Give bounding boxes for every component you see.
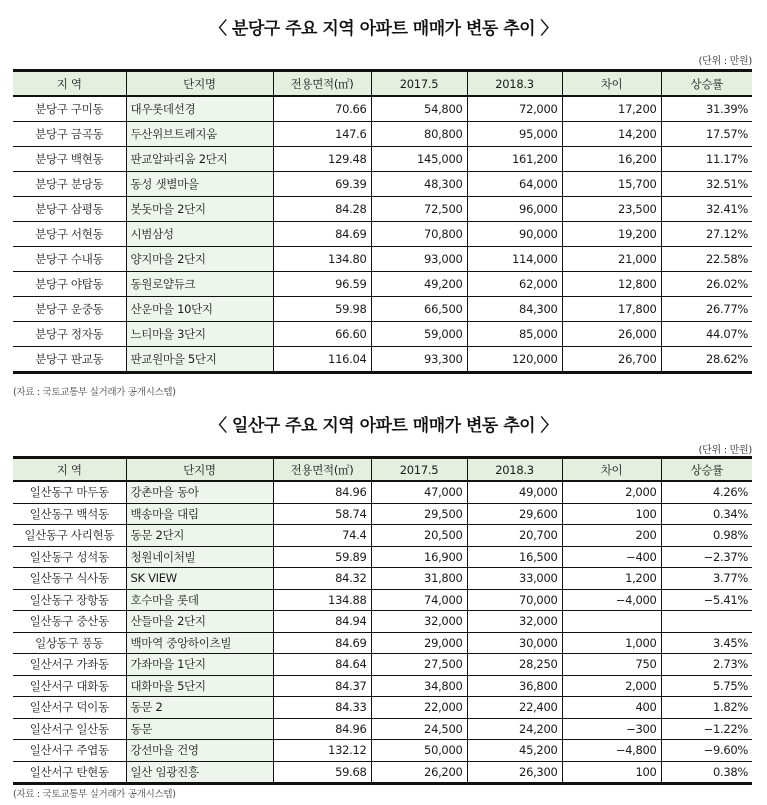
cell-price-2018-3: 96,000 xyxy=(467,197,562,222)
cell-price-2018-3: 32,000 xyxy=(467,611,562,633)
cell-complex: 청원네이처빌 xyxy=(126,546,273,568)
cell-price-2017-5: 29,000 xyxy=(371,632,467,654)
cell-area: 84.69 xyxy=(273,632,371,654)
cell-region: 분당구 삼평동 xyxy=(13,197,126,222)
cell-diff: 17,200 xyxy=(562,96,661,122)
cell-area: 84.96 xyxy=(273,718,371,740)
table-row xyxy=(13,222,752,247)
cell-area: 129.48 xyxy=(273,147,371,172)
cell-diff: 23,500 xyxy=(562,197,661,222)
cell-price-2017-5: 66,500 xyxy=(371,297,467,322)
cell-price-2017-5: 80,800 xyxy=(371,122,467,147)
cell-region: 일산동구 중산동 xyxy=(13,611,126,633)
cell-region: 분당구 분당동 xyxy=(13,172,126,197)
cell-region: 일산서구 주엽동 xyxy=(13,740,126,762)
cell-price-2018-3: 22,400 xyxy=(467,697,562,719)
cell-region: 분당구 야탑동 xyxy=(13,272,126,297)
cell-area: 84.94 xyxy=(273,611,371,633)
table-row xyxy=(13,347,752,373)
cell-price-2017-5: 29,500 xyxy=(371,503,467,525)
cell-region: 분당구 정자동 xyxy=(13,322,126,347)
table-row xyxy=(13,697,752,719)
cell-area: 74.4 xyxy=(273,525,371,547)
cell-complex: 일산 임광진흥 xyxy=(126,761,273,784)
cell-price-2017-5: 31,800 xyxy=(371,568,467,590)
cell-price-2017-5: 72,500 xyxy=(371,197,467,222)
cell-price-2017-5: 70,800 xyxy=(371,222,467,247)
cell-area: 134.88 xyxy=(273,589,371,611)
table-row xyxy=(13,247,752,272)
cell-price-2018-3: 62,000 xyxy=(467,272,562,297)
cell-region: 일산동구 성석동 xyxy=(13,546,126,568)
cell-price-2017-5: 47,000 xyxy=(371,481,467,503)
table-row xyxy=(13,481,752,503)
cell-price-2017-5: 22,000 xyxy=(371,697,467,719)
cell-rate: 11.17% xyxy=(661,147,752,172)
cell-area: 116.04 xyxy=(273,347,371,373)
cell-price-2018-3: 28,250 xyxy=(467,654,562,676)
cell-rate: 5.75% xyxy=(661,675,752,697)
table-row xyxy=(13,761,752,784)
header-2018-3: 2018.3 xyxy=(467,458,562,482)
cell-diff: −400 xyxy=(562,546,661,568)
table-row xyxy=(13,589,752,611)
cell-diff: 26,000 xyxy=(562,322,661,347)
cell-diff: 100 xyxy=(562,503,661,525)
ilsan-table-title: 〈 일산구 주요 지역 아파트 매매가 변동 추이 〉 xyxy=(209,416,558,436)
cell-price-2017-5: 74,000 xyxy=(371,589,467,611)
cell-diff: 2,000 xyxy=(562,675,661,697)
cell-area: 84.96 xyxy=(273,481,371,503)
cell-complex: 가좌마을 1단지 xyxy=(126,654,273,676)
cell-price-2018-3: 26,300 xyxy=(467,761,562,784)
cell-rate: 17.57% xyxy=(661,122,752,147)
table-row xyxy=(13,147,752,172)
cell-rate: 27.12% xyxy=(661,222,752,247)
header-2018-3: 2018.3 xyxy=(467,71,562,97)
cell-price-2017-5: 16,900 xyxy=(371,546,467,568)
cell-region: 분당구 백현동 xyxy=(13,147,126,172)
cell-diff: 15,700 xyxy=(562,172,661,197)
cell-region: 일산동구 식사동 xyxy=(13,568,126,590)
cell-price-2018-3: 95,000 xyxy=(467,122,562,147)
cell-area: 58.74 xyxy=(273,503,371,525)
cell-complex: 두산위브트레지움 xyxy=(126,122,273,147)
cell-price-2017-5: 48,300 xyxy=(371,172,467,197)
cell-price-2018-3: 36,800 xyxy=(467,675,562,697)
header-area: 전용면적(㎡) xyxy=(273,458,371,482)
bundang-table-body xyxy=(13,96,752,373)
cell-area: 84.64 xyxy=(273,654,371,676)
cell-area: 66.60 xyxy=(273,322,371,347)
cell-area: 84.33 xyxy=(273,697,371,719)
cell-complex: 시범삼성 xyxy=(126,222,273,247)
header-rate: 상승률 xyxy=(661,71,752,97)
cell-complex: 대우롯데선경 xyxy=(126,96,273,122)
table-row xyxy=(13,525,752,547)
cell-area: 132.12 xyxy=(273,740,371,762)
table-row xyxy=(13,718,752,740)
cell-complex: 판교알파리움 2단지 xyxy=(126,147,273,172)
cell-complex: 판교원마을 5단지 xyxy=(126,347,273,373)
cell-rate: 1.82% xyxy=(661,697,752,719)
cell-price-2017-5: 59,000 xyxy=(371,322,467,347)
cell-diff: 2,000 xyxy=(562,481,661,503)
cell-price-2018-3: 120,000 xyxy=(467,347,562,373)
cell-rate: −9.60% xyxy=(661,740,752,762)
cell-rate xyxy=(661,611,752,633)
cell-diff: 19,200 xyxy=(562,222,661,247)
ilsan-table-body xyxy=(13,481,752,784)
header-region: 지 역 xyxy=(13,71,126,97)
cell-area: 134.80 xyxy=(273,247,371,272)
cell-complex: 강촌마을 동아 xyxy=(126,481,273,503)
cell-complex: 산들마을 2단지 xyxy=(126,611,273,633)
cell-rate: 26.02% xyxy=(661,272,752,297)
cell-rate: −2.37% xyxy=(661,546,752,568)
cell-price-2018-3: 16,500 xyxy=(467,546,562,568)
cell-price-2018-3: 33,000 xyxy=(467,568,562,590)
cell-rate: 22.58% xyxy=(661,247,752,272)
cell-rate: 44.07% xyxy=(661,322,752,347)
table-row xyxy=(13,568,752,590)
cell-rate: 0.38% xyxy=(661,761,752,784)
table-header-row xyxy=(13,71,752,97)
table-row xyxy=(13,675,752,697)
cell-diff: 17,800 xyxy=(562,297,661,322)
header-rate: 상승률 xyxy=(661,458,752,482)
cell-price-2017-5: 32,000 xyxy=(371,611,467,633)
cell-region: 일산서구 탄현동 xyxy=(13,761,126,784)
header-region: 지 역 xyxy=(13,458,126,482)
header-diff: 차이 xyxy=(562,458,661,482)
cell-region: 분당구 판교동 xyxy=(13,347,126,373)
header-2017-5: 2017.5 xyxy=(371,458,467,482)
cell-area: 59.89 xyxy=(273,546,371,568)
cell-diff: 100 xyxy=(562,761,661,784)
table-row xyxy=(13,322,752,347)
cell-diff: 12,800 xyxy=(562,272,661,297)
cell-price-2018-3: 114,000 xyxy=(467,247,562,272)
cell-diff: 1,200 xyxy=(562,568,661,590)
cell-area: 147.6 xyxy=(273,122,371,147)
cell-diff: 16,200 xyxy=(562,147,661,172)
ilsan-unit-label: (단위 : 만원) xyxy=(698,445,752,456)
table-header-row xyxy=(13,458,752,482)
cell-area: 70.66 xyxy=(273,96,371,122)
cell-price-2018-3: 64,000 xyxy=(467,172,562,197)
cell-area: 69.39 xyxy=(273,172,371,197)
cell-price-2018-3: 70,000 xyxy=(467,589,562,611)
cell-region: 일산서구 덕이동 xyxy=(13,697,126,719)
cell-complex: 동성 샛별마을 xyxy=(126,172,273,197)
cell-area: 84.37 xyxy=(273,675,371,697)
cell-region: 분당구 운중동 xyxy=(13,297,126,322)
cell-region: 일산서구 가좌동 xyxy=(13,654,126,676)
cell-area: 84.69 xyxy=(273,222,371,247)
cell-complex: 동문 2 xyxy=(126,697,273,719)
cell-price-2018-3: 72,000 xyxy=(467,96,562,122)
cell-diff xyxy=(562,611,661,633)
cell-complex: 백송마을 대림 xyxy=(126,503,273,525)
cell-complex: 백마역 중앙하이츠빌 xyxy=(126,632,273,654)
cell-complex: 산운마을 10단지 xyxy=(126,297,273,322)
cell-rate: 4.26% xyxy=(661,481,752,503)
cell-price-2018-3: 24,200 xyxy=(467,718,562,740)
cell-price-2018-3: 49,000 xyxy=(467,481,562,503)
cell-price-2017-5: 145,000 xyxy=(371,147,467,172)
cell-rate: 31.39% xyxy=(661,96,752,122)
header-diff: 차이 xyxy=(562,71,661,97)
table-row xyxy=(13,740,752,762)
cell-region: 분당구 서현동 xyxy=(13,222,126,247)
cell-complex: 호수마을 롯데 xyxy=(126,589,273,611)
cell-region: 일산동구 백석동 xyxy=(13,503,126,525)
cell-area: 84.28 xyxy=(273,197,371,222)
cell-region: 분당구 금곡동 xyxy=(13,122,126,147)
cell-region: 분당구 수내동 xyxy=(13,247,126,272)
cell-price-2017-5: 27,500 xyxy=(371,654,467,676)
cell-price-2017-5: 93,300 xyxy=(371,347,467,373)
table-row xyxy=(13,611,752,633)
cell-rate: −1.22% xyxy=(661,718,752,740)
cell-complex: 봇돗마을 2단지 xyxy=(126,197,273,222)
table-row xyxy=(13,654,752,676)
cell-price-2017-5: 26,200 xyxy=(371,761,467,784)
bundang-source-note: (자료 : 국토교통부 실거래가 공개시스템) xyxy=(13,387,176,398)
ilsan-source-note: (자료 : 국토교통부 실거래가 공개시스템) xyxy=(13,789,176,800)
cell-complex: 양지마을 2단지 xyxy=(126,247,273,272)
table-row xyxy=(13,197,752,222)
cell-diff: 400 xyxy=(562,697,661,719)
table-row xyxy=(13,297,752,322)
cell-region: 일산동구 마두동 xyxy=(13,481,126,503)
table-row xyxy=(13,503,752,525)
cell-rate: 3.45% xyxy=(661,632,752,654)
ilsan-price-table xyxy=(13,456,752,785)
table-row xyxy=(13,632,752,654)
bundang-unit-label: (단위 : 만원) xyxy=(698,56,752,67)
table-row xyxy=(13,96,752,122)
cell-diff: 200 xyxy=(562,525,661,547)
cell-diff: −4,000 xyxy=(562,589,661,611)
cell-region: 일산서구 대화동 xyxy=(13,675,126,697)
cell-price-2017-5: 20,500 xyxy=(371,525,467,547)
cell-price-2017-5: 50,000 xyxy=(371,740,467,762)
cell-rate: 0.34% xyxy=(661,503,752,525)
cell-area: 59.98 xyxy=(273,297,371,322)
cell-price-2018-3: 84,300 xyxy=(467,297,562,322)
cell-region: 분당구 구미동 xyxy=(13,96,126,122)
cell-region: 일산동구 사리현동 xyxy=(13,525,126,547)
table-row xyxy=(13,272,752,297)
cell-region: 일산동구 장항동 xyxy=(13,589,126,611)
cell-price-2017-5: 49,200 xyxy=(371,272,467,297)
cell-rate: 26.77% xyxy=(661,297,752,322)
cell-area: 96.59 xyxy=(273,272,371,297)
cell-rate: 3.77% xyxy=(661,568,752,590)
cell-complex: 느티마을 3단지 xyxy=(126,322,273,347)
cell-rate: −5.41% xyxy=(661,589,752,611)
cell-price-2018-3: 29,600 xyxy=(467,503,562,525)
table-row xyxy=(13,172,752,197)
cell-price-2017-5: 93,000 xyxy=(371,247,467,272)
cell-complex: 동문 2단지 xyxy=(126,525,273,547)
cell-rate: 32.41% xyxy=(661,197,752,222)
cell-region: 일산서구 일산동 xyxy=(13,718,126,740)
cell-region: 일상동구 풍동 xyxy=(13,632,126,654)
cell-price-2017-5: 54,800 xyxy=(371,96,467,122)
header-complex: 단지명 xyxy=(126,71,273,97)
cell-complex: 동원로얄듀크 xyxy=(126,272,273,297)
cell-rate: 32.51% xyxy=(661,172,752,197)
header-2017-5: 2017.5 xyxy=(371,71,467,97)
cell-diff: −4,800 xyxy=(562,740,661,762)
header-complex: 단지명 xyxy=(126,458,273,482)
cell-complex: SK VIEW xyxy=(126,568,273,590)
cell-diff: 1,000 xyxy=(562,632,661,654)
cell-diff: 26,700 xyxy=(562,347,661,373)
cell-area: 59.68 xyxy=(273,761,371,784)
cell-complex: 동문 xyxy=(126,718,273,740)
header-area: 전용면적(㎡) xyxy=(273,71,371,97)
bundang-price-table xyxy=(13,69,752,374)
cell-rate: 2.73% xyxy=(661,654,752,676)
cell-price-2018-3: 20,700 xyxy=(467,525,562,547)
cell-price-2017-5: 34,800 xyxy=(371,675,467,697)
cell-price-2018-3: 45,200 xyxy=(467,740,562,762)
cell-complex: 대화마을 5단지 xyxy=(126,675,273,697)
cell-price-2018-3: 85,000 xyxy=(467,322,562,347)
cell-price-2018-3: 161,200 xyxy=(467,147,562,172)
table-row xyxy=(13,546,752,568)
cell-rate: 0.98% xyxy=(661,525,752,547)
cell-complex: 강선마을 건영 xyxy=(126,740,273,762)
cell-price-2017-5: 24,500 xyxy=(371,718,467,740)
cell-diff: 14,200 xyxy=(562,122,661,147)
bundang-table-title: 〈 분당구 주요 지역 아파트 매매가 변동 추이 〉 xyxy=(209,19,558,39)
cell-price-2018-3: 30,000 xyxy=(467,632,562,654)
cell-diff: 21,000 xyxy=(562,247,661,272)
cell-diff: 750 xyxy=(562,654,661,676)
cell-diff: −300 xyxy=(562,718,661,740)
cell-rate: 28.62% xyxy=(661,347,752,373)
cell-price-2018-3: 90,000 xyxy=(467,222,562,247)
table-row xyxy=(13,122,752,147)
cell-area: 84.32 xyxy=(273,568,371,590)
